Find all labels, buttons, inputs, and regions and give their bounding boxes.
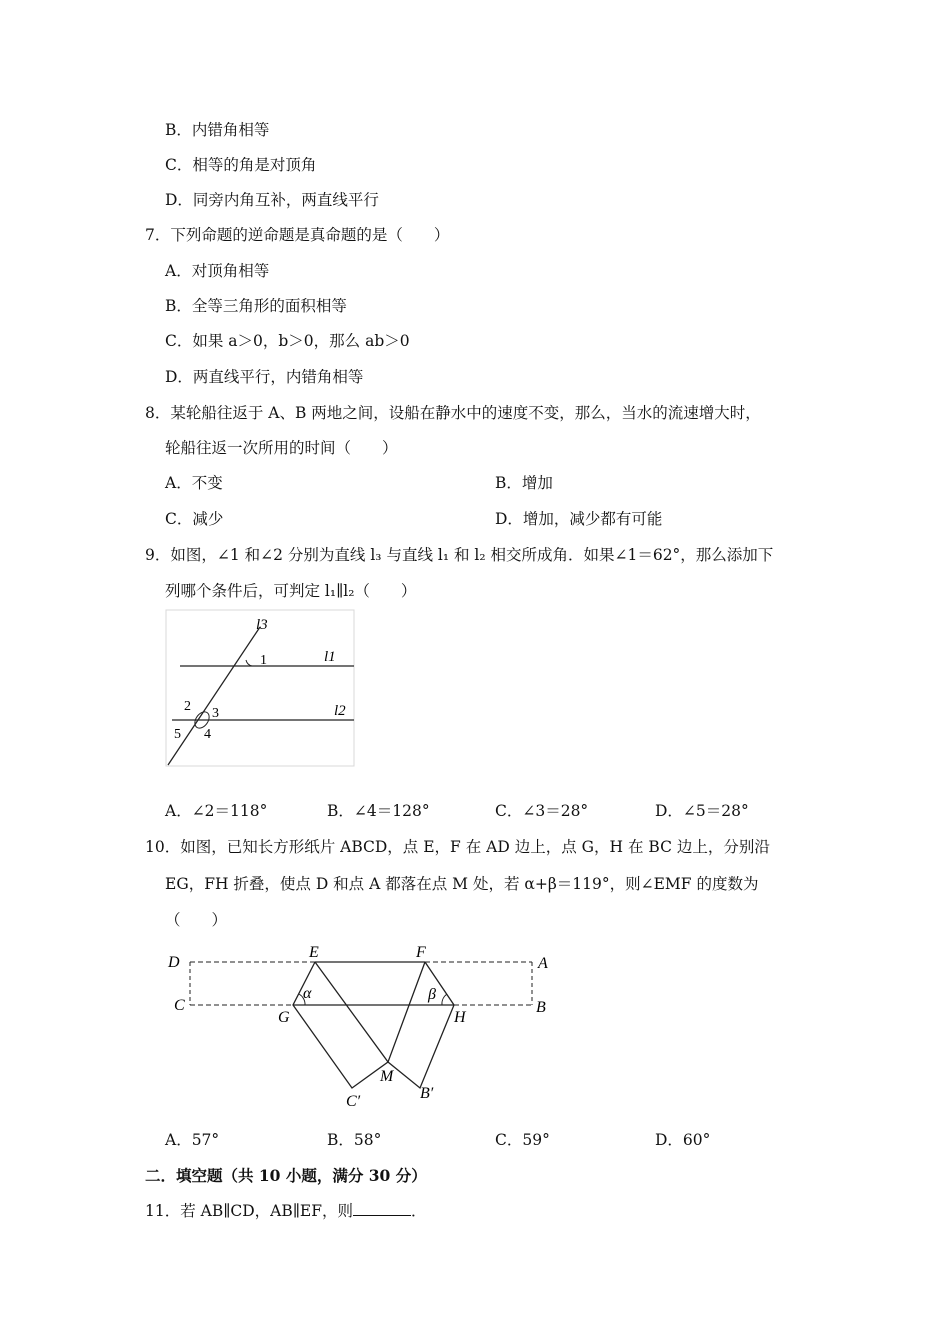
q6-option-b: B．内错角相等 [165,121,270,139]
label-g: G [278,1009,290,1026]
label-angle-3: 3 [212,706,219,721]
label-c-prime: C′ [346,1093,361,1108]
q10-stem-line2: EG，FH 折叠，使点 D 和点 A 都落在点 M 处，若 α+β＝119°，则∠EMF 的度数为 [165,875,759,893]
label-l1: l1 [324,649,336,665]
q10-figure [160,938,555,1108]
label-d: D [168,954,180,971]
q8-stem-line1: 8．某轮船往返于 A、B 两地之间，设船在静水中的速度不变，那么，当水的流速增大时， [145,404,761,422]
q11-line [145,1201,427,1221]
label-h: H [454,1009,466,1026]
q7-option-b: B．全等三角形的面积相等 [165,297,347,315]
label-l3: l3 [256,617,268,633]
folded-left-part [293,962,388,1088]
q9-option-b: B．∠4＝128° [327,802,430,820]
q7-option-a: A．对顶角相等 [165,262,270,280]
angle-1-arc [246,660,252,666]
label-alpha: α [303,985,312,1002]
q10-option-c: C．59° [495,1131,550,1149]
angle-beta-arc [442,994,447,1005]
q10-option-b: B．58° [327,1131,382,1149]
label-angle-1: 1 [260,653,267,668]
label-angle-5: 5 [174,727,181,742]
section-2-title: 二．填空题（共 10 小题，满分 30 分） [145,1166,427,1185]
q10-option-d: D．60° [655,1131,711,1149]
label-angle-4: 4 [204,727,211,742]
line-l3 [168,627,260,765]
label-b: B [536,999,546,1016]
q11-stem: 11．若 AB∥CD，AB∥EF，则 [145,1202,353,1220]
label-e: E [309,944,319,961]
q10-option-a: A．57° [165,1131,220,1149]
q8-option-a: A．不变 [165,474,223,492]
label-c: C [174,997,185,1014]
q10-stem-line3: （ ） [165,911,228,929]
q9-stem-line1: 9．如图，∠1 和∠2 分别为直线 l₃ 与直线 l₁ 和 l₂ 相交所成角．如果∠1＝62°，那么添加下 [145,546,774,564]
label-b-prime: B′ [420,1085,434,1102]
q7-option-c: C．如果 a＞0，b＞0，那么 ab＞0 [165,332,410,350]
q8-option-c: C．减少 [165,510,224,528]
q10-stem-line1: 10．如图，已知长方形纸片 ABCD，点 E，F 在 AD 边上，点 G，H 在 BC 边上，分别沿 [145,838,770,856]
q9-option-d: D．∠5＝28° [655,802,749,820]
q7-stem: 7．下列命题的逆命题是真命题的是（ ） [145,226,450,244]
figure-frame [166,610,354,766]
q8-option-d: D．增加，减少都有可能 [495,510,663,528]
q6-option-c: C．相等的角是对顶角 [165,156,317,174]
label-a: A [538,955,548,972]
folded-right-part [388,962,454,1088]
q8-stem-line2: 轮船往返一次所用的时间（ ） [165,439,398,457]
q9-option-a: A．∠2＝118° [165,802,268,820]
label-l2: l2 [334,703,346,719]
q7-option-d: D．两直线平行，内错角相等 [165,368,364,386]
q9-option-c: C．∠3＝28° [495,802,589,820]
label-f: F [416,944,426,961]
q9-stem-line2: 列哪个条件后，可判定 l₁∥l₂（ ） [165,582,417,600]
label-angle-2: 2 [184,699,191,714]
q11-end: ． [411,1202,427,1220]
q11-answer-blank[interactable] [353,1201,411,1216]
label-m: M [380,1068,394,1085]
q6-option-d: D．同旁内角互补，两直线平行 [165,191,379,209]
label-beta: β [428,986,436,1003]
q9-figure [160,607,360,769]
q8-option-b: B．增加 [495,474,553,492]
